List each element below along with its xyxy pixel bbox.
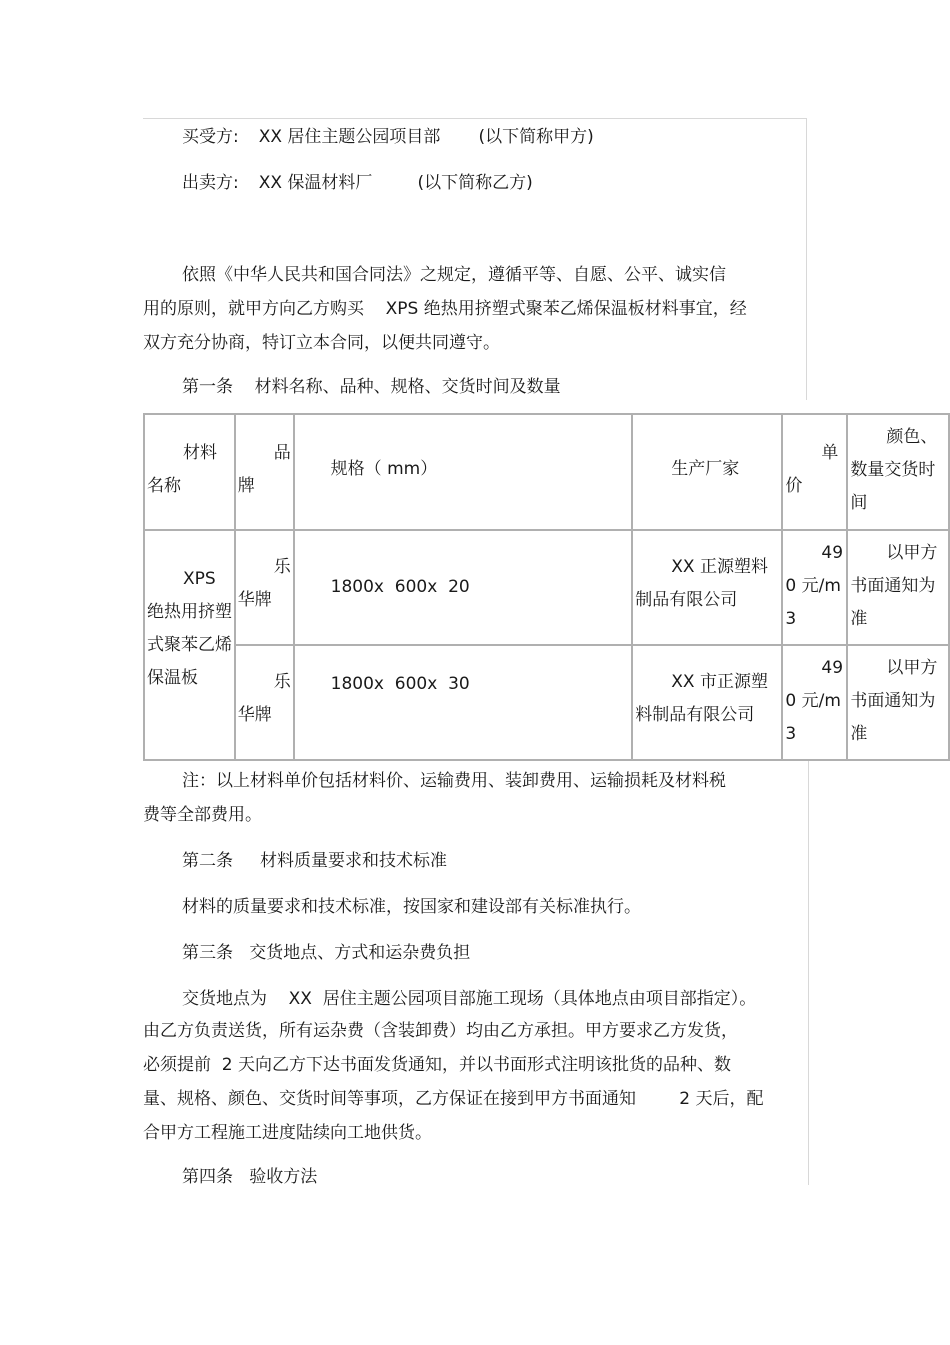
article-3-heading: 第三条 交货地点、方式和运杂费负担 — [182, 943, 471, 963]
table-header-row — [144, 414, 949, 530]
materials-table — [143, 413, 950, 761]
header-brand: 品牌 — [237, 443, 291, 496]
header-price: 单价 — [785, 443, 839, 496]
row-1-price: 490 元/m3 — [785, 543, 844, 629]
table-row — [144, 645, 949, 760]
note-line-2: 费等全部费用。 — [143, 805, 262, 825]
article-3-text-line-3: 必须提前 2 天向乙方下达书面发货通知，并以书面形式注明该批货的品种、数 — [143, 1055, 732, 1075]
header-name: 材料名称 — [147, 443, 217, 496]
material-name: XPS 绝热用挤塑式聚苯乙烯保温板 — [147, 569, 232, 688]
header-delivery: 颜色、数量交货时间 — [850, 427, 938, 513]
header-name-cell — [144, 414, 235, 530]
buyer-label: 买受方: — [182, 127, 239, 147]
page-frame-right-lower — [808, 760, 809, 1185]
header-brand-cell — [235, 414, 294, 530]
page-frame-top — [143, 118, 807, 119]
article-1-heading: 第一条 材料名称、品种、规格、交货时间及数量 — [182, 377, 561, 397]
buyer-name: XX 居住主题公园项目部 — [258, 127, 441, 147]
page-frame-right — [806, 118, 807, 400]
header-spec: 规格（ mm） — [330, 459, 438, 479]
article-2-heading: 第二条 材料质量要求和技术标准 — [182, 851, 448, 871]
maker-cell — [632, 645, 782, 760]
price-cell — [782, 645, 847, 760]
article-3-text-line-2: 由乙方负责送货，所有运杂费（含装卸费）均由乙方承担。甲方要求乙方发货， — [143, 1021, 738, 1041]
header-spec-cell — [294, 414, 633, 530]
material-name-cell — [144, 530, 235, 760]
intro-line-3: 双方充分协商，特订立本合同，以便共同遵守。 — [143, 333, 500, 353]
maker-cell — [632, 530, 782, 645]
article-2-text: 材料的质量要求和技术标准，按国家和建设部有关标准执行。 — [182, 897, 641, 917]
intro-line-2: 用的原则，就甲方向乙方购买 XPS 绝热用挤塑式聚苯乙烯保温板材料事宜，经 — [143, 299, 747, 319]
row-2-delivery: 以甲方书面通知为准 — [850, 658, 938, 744]
row-2-maker: XX 市正源塑料制品有限公司 — [635, 672, 768, 725]
header-maker: 生产厂家 — [671, 459, 740, 479]
table-row — [144, 530, 949, 645]
spec-cell — [294, 645, 633, 760]
row-1-maker: XX 正源塑料制品有限公司 — [635, 557, 768, 610]
article-3-text-line-5: 合甲方工程施工进度陆续向工地供货。 — [143, 1123, 432, 1143]
seller-note: (以下简称乙方) — [417, 173, 533, 193]
buyer-line — [182, 124, 594, 150]
intro-line-1: 依照《中华人民共和国合同法》之规定，遵循平等、自愿、公平、诚实信 — [182, 265, 726, 285]
row-2-spec: 1800x 600x 30 — [330, 674, 470, 694]
row-2-price: 490 元/m3 — [785, 658, 844, 744]
header-price-cell — [782, 414, 847, 530]
row-1-spec: 1800x 600x 20 — [330, 577, 470, 597]
buyer-note: (以下简称甲方) — [478, 127, 594, 147]
delivery-cell — [847, 530, 949, 645]
row-1-delivery: 以甲方书面通知为准 — [850, 543, 938, 629]
article-3-text-line-1: 交货地点为 XX 居住主题公园项目部施工现场（具体地点由项目部指定）。 — [182, 989, 757, 1009]
spec-cell — [294, 530, 633, 645]
price-cell — [782, 530, 847, 645]
note-line-1: 注：以上材料单价包括材料价、运输费用、装卸费用、运输损耗及材料税 — [182, 771, 726, 791]
row-1-brand: 乐华牌 — [237, 557, 291, 610]
brand-cell — [235, 645, 294, 760]
seller-line — [182, 170, 533, 196]
seller-name: XX 保温材料厂 — [258, 173, 373, 193]
delivery-cell — [847, 645, 949, 760]
brand-cell — [235, 530, 294, 645]
article-3-text-line-4: 量、规格、颜色、交货时间等事项，乙方保证在接到甲方书面通知 2 天后，配 — [143, 1089, 764, 1109]
article-4-heading: 第四条 验收方法 — [182, 1167, 318, 1187]
header-maker-cell — [632, 414, 782, 530]
row-2-brand: 乐华牌 — [237, 672, 291, 725]
header-delivery-cell — [847, 414, 949, 530]
seller-label: 出卖方: — [182, 173, 239, 193]
